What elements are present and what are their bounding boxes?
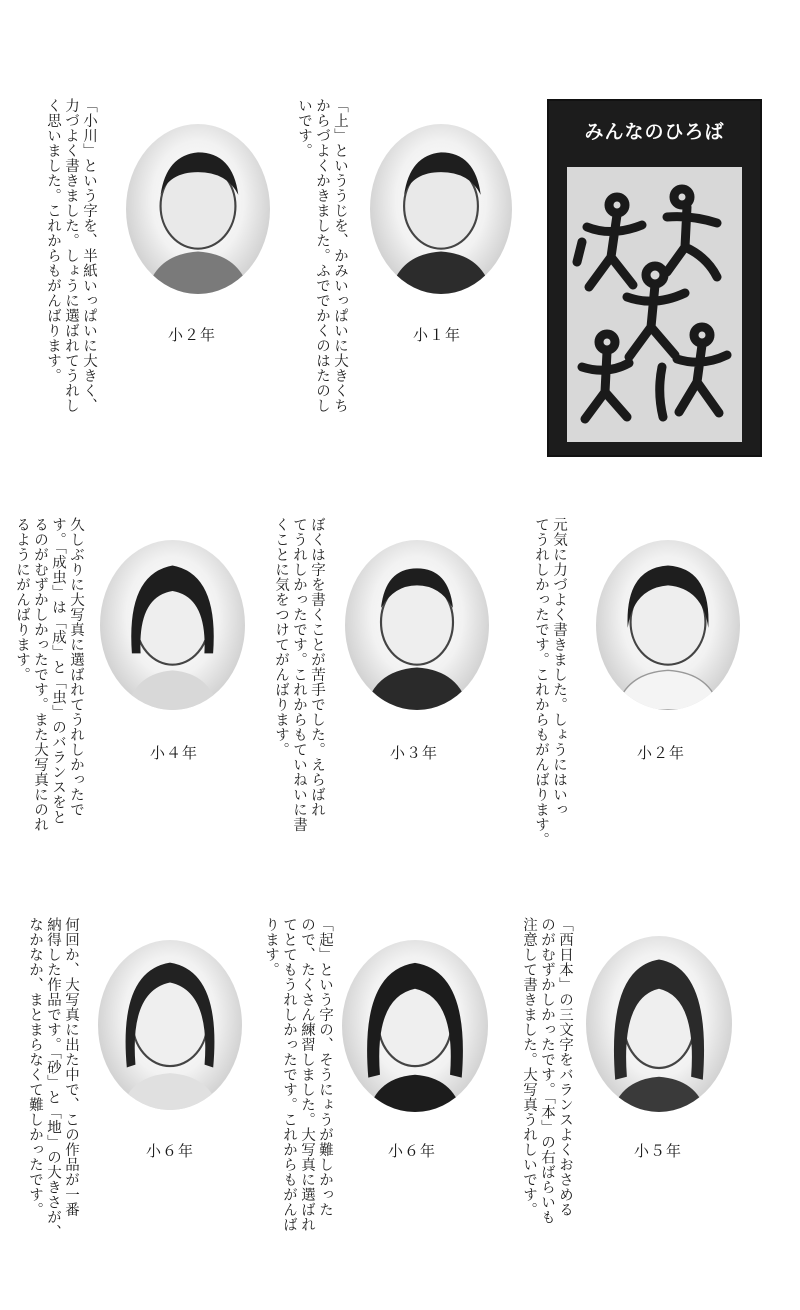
grade-caption: 小６年 bbox=[388, 1142, 437, 1160]
student-photo bbox=[342, 940, 488, 1112]
student-photo bbox=[586, 936, 732, 1112]
student-comment: 「上」といううじを、かみいっぱいに大きくち からづよくかきました。ふででかくのはたのし いです。 bbox=[296, 98, 348, 413]
student-comment: 久しぶりに大写真に選ばれてうれしかったで す。「成虫」は「成」と「虫」のバランスをと るのがむずかしかったです。また大写真にのれ るようにがんばります。 bbox=[14, 517, 84, 832]
student-photo bbox=[100, 540, 245, 710]
student-photo bbox=[596, 540, 740, 710]
student-photo bbox=[345, 540, 489, 710]
student-comment: ぼくは字を書くことが苦手でした。えらばれ てうれしかったです。これからもていねいに書 くことに気をつけてがんばります。 bbox=[273, 517, 325, 832]
student-comment: 何回か、大写真に出た中で、この作品が一番 納得した作品です。「砂」と「地」の大きさが、 なかなか、まとまらなくて難しかったです。 bbox=[27, 917, 79, 1240]
student-comment: 「西日本」の三文字をバランスよくおさめる のがむずかしかったです。「本」の右ばらいも 注意して書きました。大写真うれしいです。 bbox=[521, 917, 573, 1225]
minna-no-hiroba-banner bbox=[547, 99, 762, 457]
grade-caption: 小５年 bbox=[634, 1142, 683, 1160]
grade-caption: 小１年 bbox=[413, 326, 462, 344]
grade-caption: 小２年 bbox=[637, 744, 686, 762]
student-comment: 「小川」という字を、半紙いっぱいに大きく、 力づよく書きました。しょうに選ばれてうれし く思いました。これからもがんばります。 bbox=[45, 98, 97, 413]
grade-caption: 小６年 bbox=[146, 1142, 195, 1160]
grade-caption: 小３年 bbox=[390, 744, 439, 762]
grade-caption: 小２年 bbox=[168, 326, 217, 344]
student-photo bbox=[370, 124, 512, 294]
student-photo bbox=[98, 940, 242, 1110]
rubbing-artwork bbox=[567, 167, 742, 442]
grade-caption: 小４年 bbox=[150, 744, 199, 762]
student-comment: 元気に力づよく書きました。しょうにはいっ てうれしかったです。これからもがんばります。 bbox=[533, 517, 567, 847]
student-photo bbox=[126, 124, 270, 294]
banner-title: みんなのひろば bbox=[584, 121, 725, 143]
student-comment: 「起」という字の、そうにょうが難しかった ので、たくさん練習しました。大写真に選ばれ てとてもうれしかったです。これからもがんば ります。 bbox=[263, 917, 333, 1232]
